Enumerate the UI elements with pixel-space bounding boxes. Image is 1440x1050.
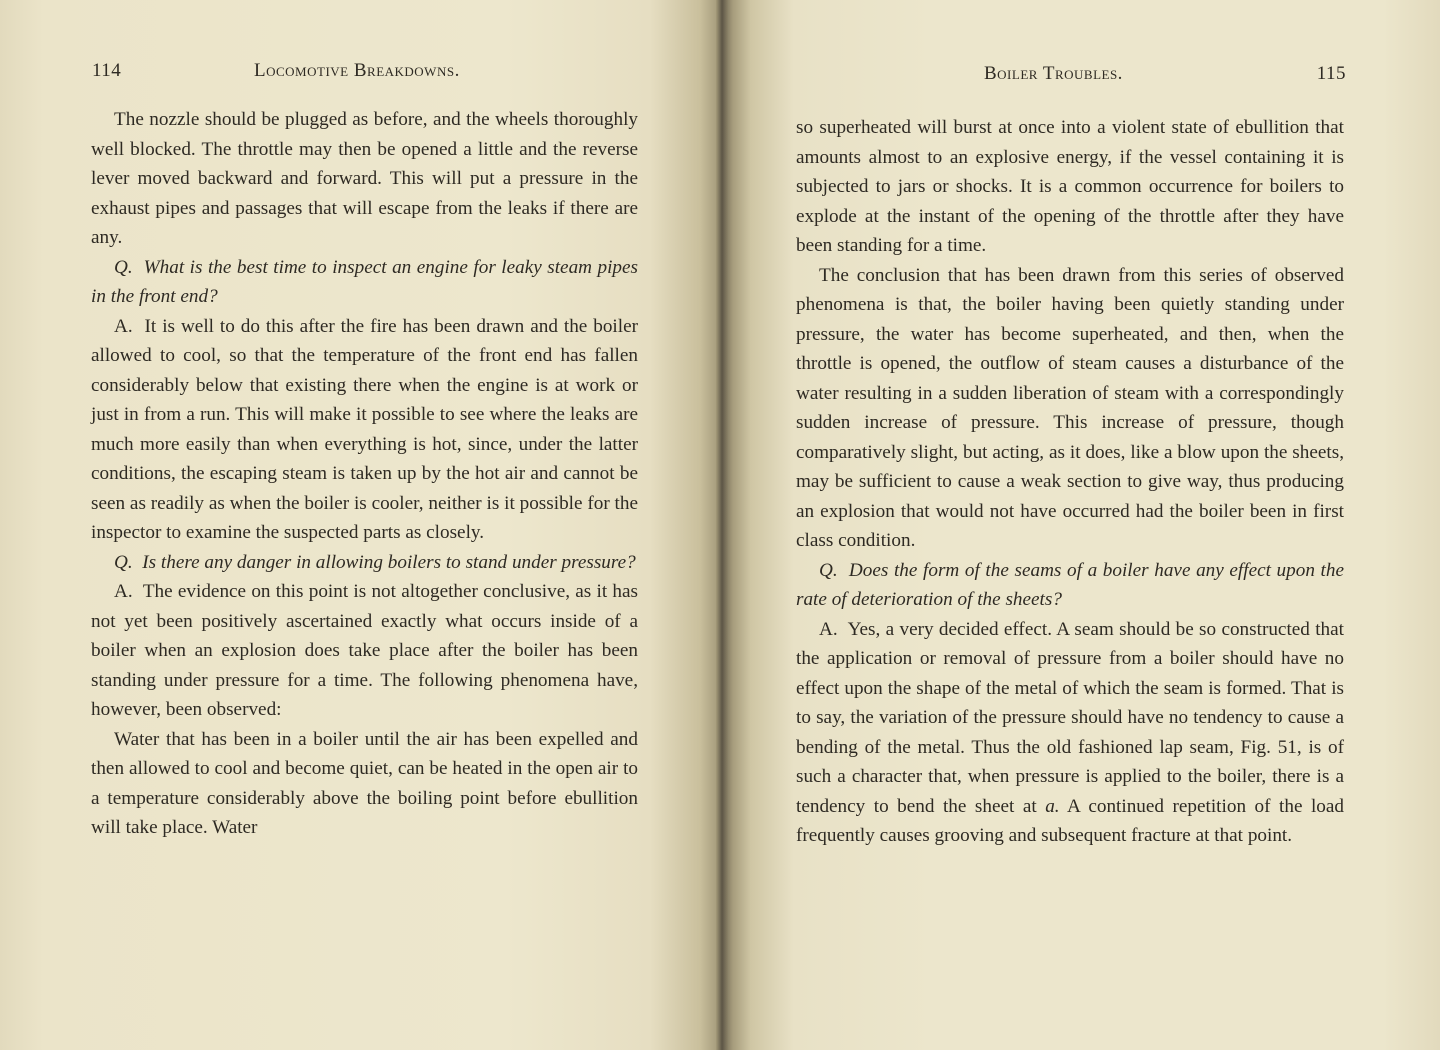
paragraph bbox=[91, 105, 638, 253]
paragraph-text: so superheated will burst at once into a violent state of ebullition that amounts almost to an explosive energy, if the vessel containing it is subjected to jars or shocks. It is a common occurrence for boilers to explode at the instant of the opening of the throttle after they have been standing for a time. bbox=[796, 117, 1344, 256]
question-paragraph bbox=[91, 548, 638, 578]
right-running-title: Boiler Troubles. bbox=[984, 63, 1123, 84]
right-running-head bbox=[984, 60, 1346, 90]
left-running-title: Locomotive Breakdowns. bbox=[254, 60, 460, 81]
answer-text: Yes, a very decided effect. A seam should be so constructed that the application or removal of pressure from a boiler should have no effect upon the shape of the metal of which the seam is formed. That is to say, the variation of the pressure should have no tendency to cause a bending of the metal. Thus the old fashioned lap seam, Fig. 51, is of such a character that, when pressure is applied to the boiler, there is a tendency to bend the sheet at bbox=[796, 618, 1344, 817]
answer-paragraph bbox=[91, 577, 638, 725]
left-page-number: 114 bbox=[92, 60, 122, 81]
paragraph bbox=[796, 261, 1344, 556]
paragraph-text: The conclusion that has been drawn from this series of observed phenomena is that, the boiler having been quietly standing under pressure, the water has become superheated, and then, when the throttle is opened, the outflow of steam causes a disturbance of the water resulting in a sudden liberation of steam with a correspondingly sudden increase of pressure. This increase of pressure, though comparatively slight, but acting, as it does, like a blow upon the sheets, may be sufficient to cause a weak section to give way, thus producing an explosion that would not have occurred had the boiler been in first class condition. bbox=[796, 264, 1344, 551]
question-prefix: Q. bbox=[114, 551, 133, 573]
answer-prefix: A. bbox=[114, 581, 133, 602]
right-page-number: 115 bbox=[1316, 63, 1346, 84]
question-text: Is there any danger in allowing boilers to stand under pressure? bbox=[142, 551, 636, 573]
left-running-head bbox=[92, 60, 640, 90]
answer-prefix: A. bbox=[819, 618, 838, 640]
question-paragraph bbox=[91, 253, 638, 312]
question-text: Does the form of the seams of a boiler have any effect upon the rate of deterioration of the sheets? bbox=[796, 559, 1344, 610]
answer-paragraph bbox=[796, 615, 1344, 851]
question-prefix: Q. bbox=[819, 559, 838, 581]
book-gutter bbox=[716, 0, 728, 1050]
answer-text: It is well to do this after the fire has been drawn and the boiler allowed to cool, so that the temperature of the front end has fallen considerably below that existing there when the engine is at work or just in from a run. This will make it possible to see where the leaks are much more easily than when everything is hot, since, under the latter conditions, the escaping steam is taken up by the hot air and cannot be seen as readily as when the boiler is cooler, neither is it possible for the inspector to examine the suspected parts as closely. bbox=[91, 315, 638, 543]
paragraph bbox=[91, 725, 638, 843]
left-text-block bbox=[91, 105, 638, 843]
question-paragraph bbox=[796, 556, 1344, 615]
answer-paragraph bbox=[91, 312, 638, 548]
figure-reference-letter: a. bbox=[1045, 795, 1060, 817]
right-text-block bbox=[796, 113, 1344, 851]
answer-text-tail: A continued repetition of the load frequently causes grooving and subsequent fracture at that point. bbox=[796, 795, 1344, 846]
answer-prefix: A. bbox=[114, 315, 133, 337]
paragraph-text: The nozzle should be plugged as before, and the wheels thoroughly well blocked. The throttle may then be opened a little and the reverse lever moved backward and forward. This will put a pressure in the exhaust pipes and passages that will escape from the leaks if there are any. bbox=[91, 109, 638, 248]
answer-text: The evidence on this point is not altogether conclusive, as it has not yet been positively ascertained exactly what occurs inside of a boiler when an explosion does take place after the boiler has been standing under pressure for a time. The following phenomena have, however, been observed: bbox=[91, 581, 638, 720]
paragraph bbox=[796, 113, 1344, 261]
question-prefix: Q. bbox=[114, 256, 133, 278]
paragraph-text: Water that has been in a boiler until the air has been expelled and then allowed to cool and become quiet, can be heated in the open air to a temperature considerably above the boiling point before ebullition will take place. Water bbox=[91, 728, 638, 838]
question-text: What is the best time to inspect an engine for leaky steam pipes in the front end? bbox=[91, 256, 639, 307]
